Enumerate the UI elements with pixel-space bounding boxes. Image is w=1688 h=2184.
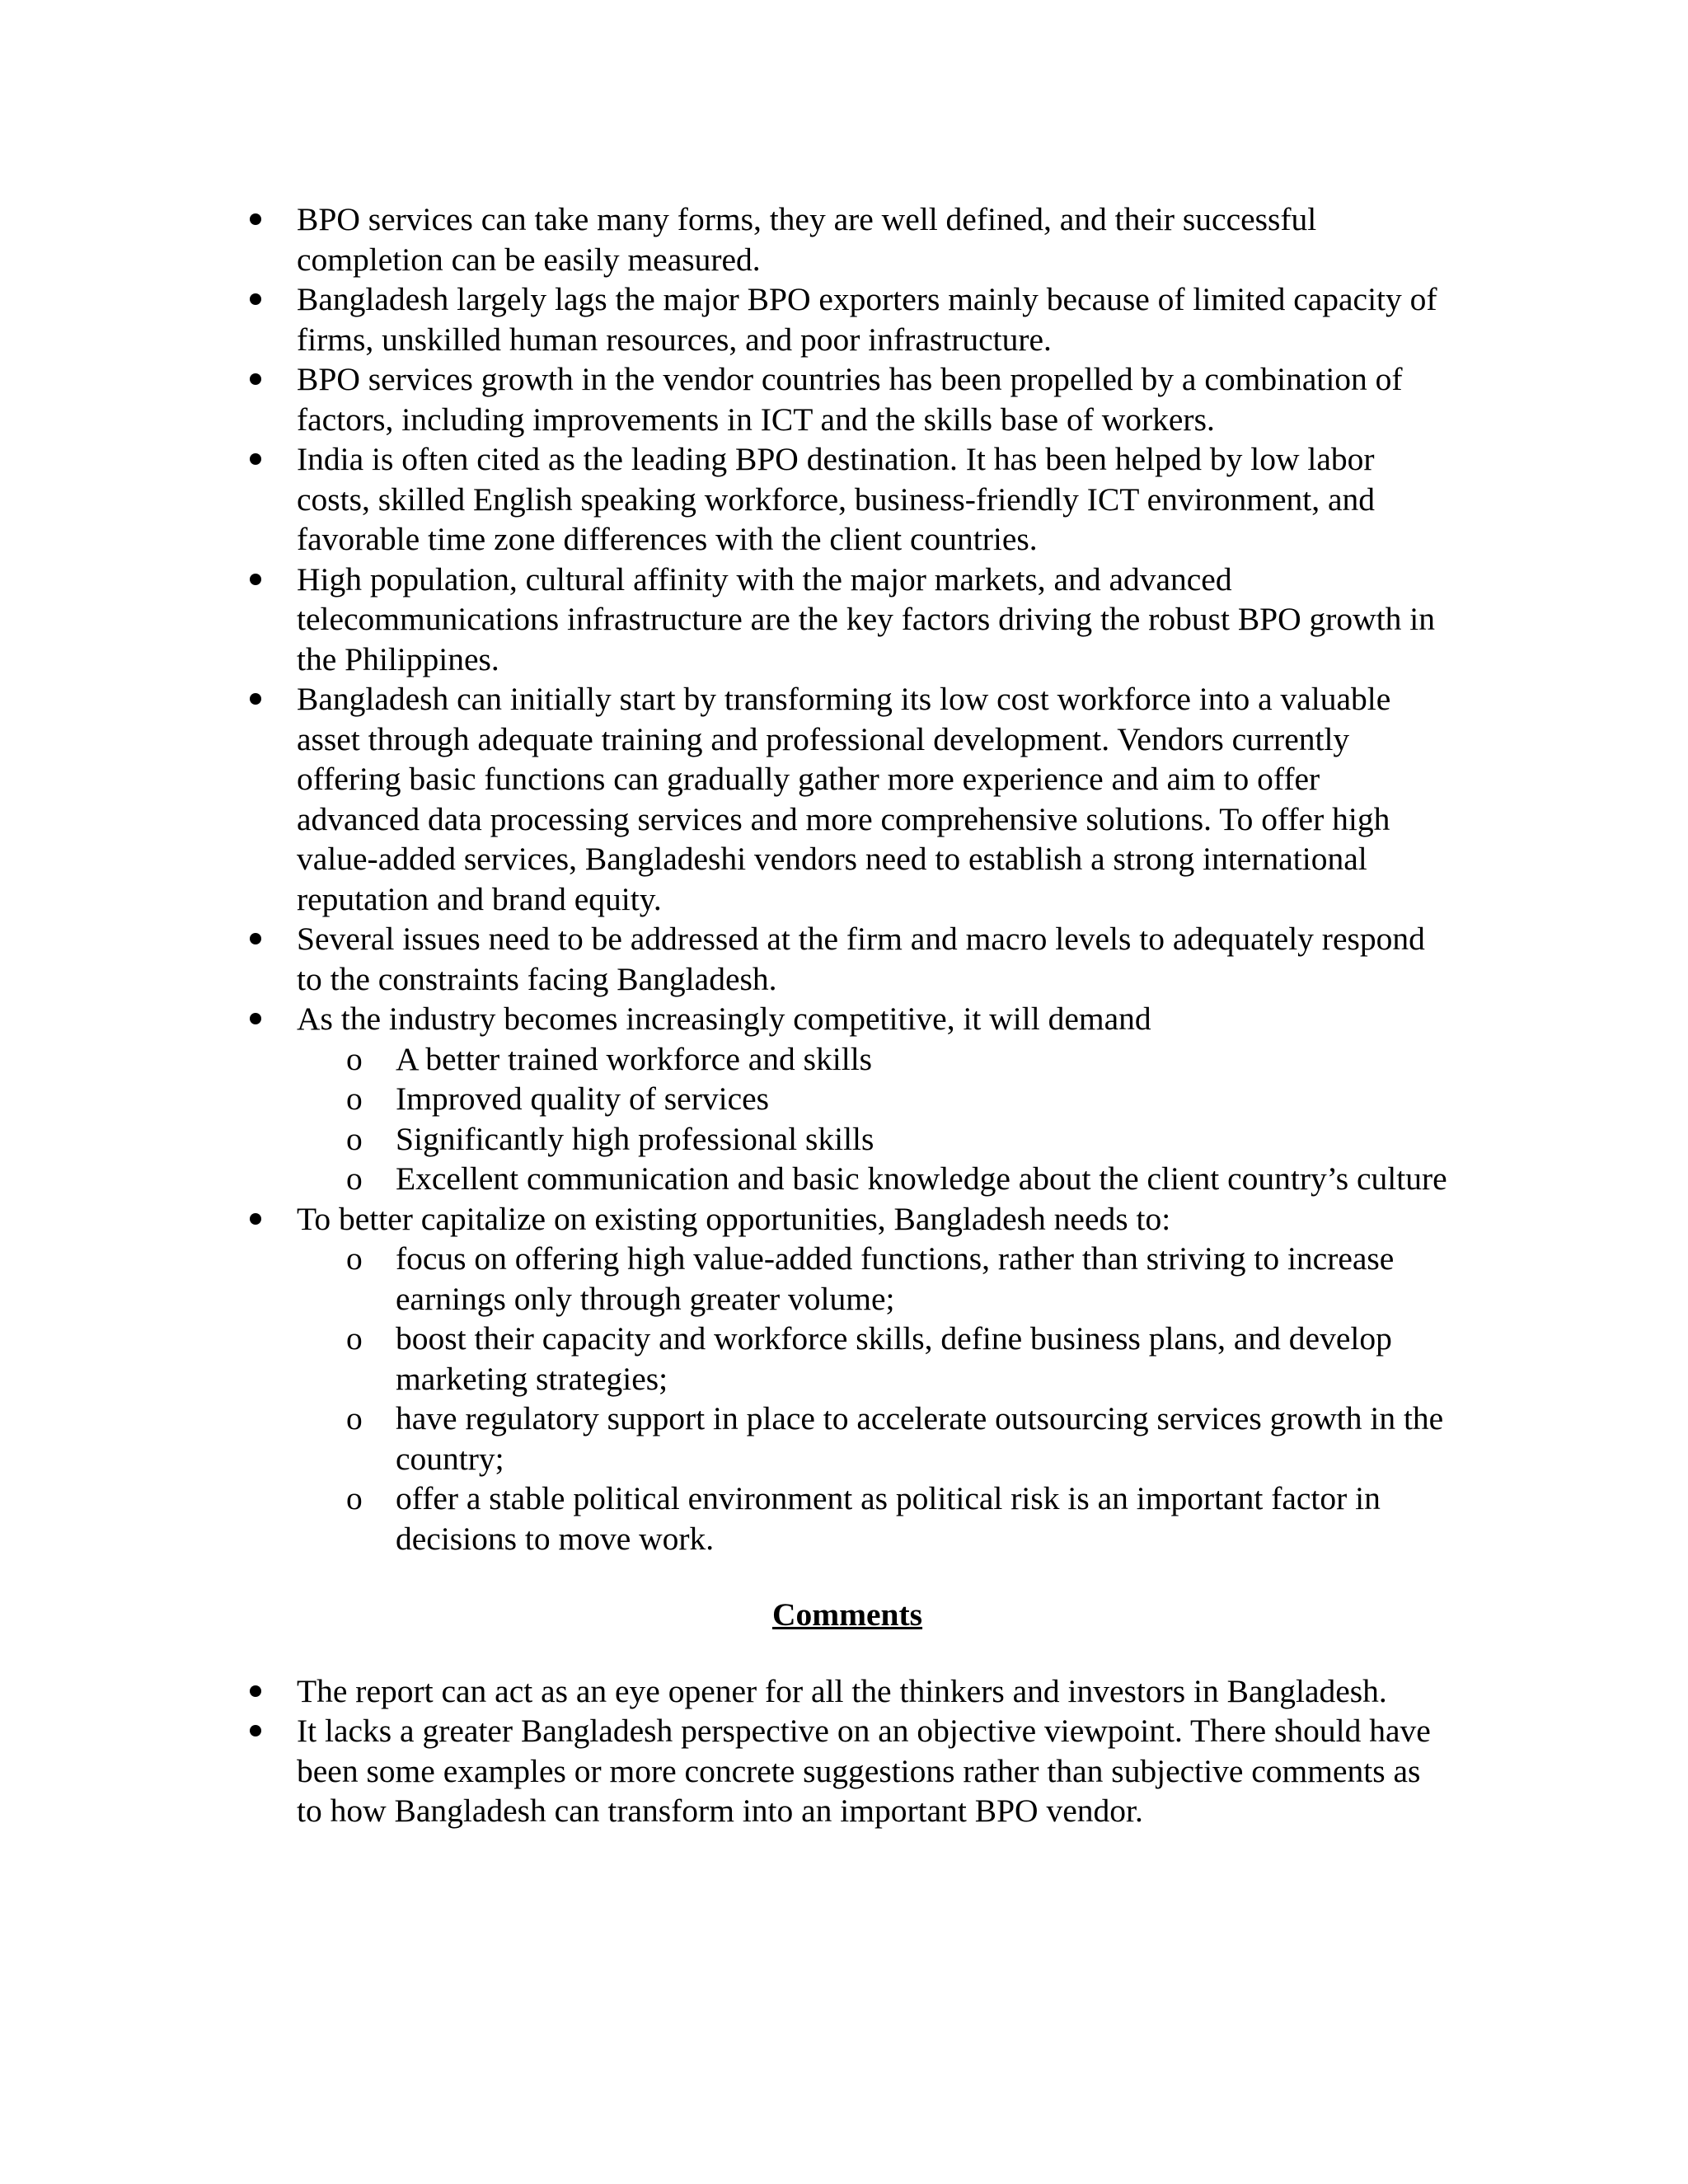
list-item-text: As the industry becomes increasingly competitive, it will demand bbox=[297, 1001, 1151, 1037]
sub-list-item-text: offer a stable political environment as political risk is an important factor in decisions to move work. bbox=[396, 1480, 1381, 1557]
hollow-bullet-icon: o bbox=[346, 1240, 363, 1277]
sub-list-item-text: Significantly high professional skills bbox=[396, 1120, 874, 1157]
sub-list-item bbox=[297, 1159, 1449, 1199]
sub-list-item-text: have regulatory support in place to accelerate outsourcing services growth in the country; bbox=[396, 1400, 1444, 1477]
hollow-bullet-icon: o bbox=[346, 1160, 363, 1197]
list-item-text: Bangladesh can initially start by transforming its low cost workforce into a valuable asset through adequate training and professional development. Vendors currently offering basic functions can gradually gather more experience and aim to offer advanced data processing services and more comprehensive solutions. To offer high value-added services, Bangladeshi vendors need to establish a strong international reputation and brand equity. bbox=[297, 681, 1391, 917]
sub-list-item-text: focus on offering high value-added functions, rather than striving to increase earnings only through greater volume; bbox=[396, 1240, 1395, 1317]
sub-list-item bbox=[297, 1239, 1449, 1319]
sub-list-item bbox=[297, 1079, 1449, 1119]
list-item-text: High population, cultural affinity with the major markets, and advanced telecommunications infrastructure are the key factors driving the robust BPO growth in the Philippines. bbox=[297, 560, 1436, 677]
list-item bbox=[246, 279, 1449, 359]
list-item bbox=[246, 359, 1449, 439]
list-item bbox=[246, 560, 1449, 680]
hollow-bullet-icon: o bbox=[346, 1480, 363, 1516]
list-item-text: BPO services growth in the vendor countries has been propelled by a combination of factors, including improvements in ICT and the skills base of workers. bbox=[297, 361, 1403, 438]
list-item-text: Several issues need to be addressed at the firm and macro levels to adequately respond to the constraints facing Bangladesh. bbox=[297, 921, 1425, 997]
sub-list-item bbox=[297, 1479, 1449, 1558]
sub-list-item bbox=[297, 1119, 1449, 1160]
sub-list-item-text: Improved quality of services bbox=[396, 1080, 770, 1117]
sub-list-item-text: A better trained workforce and skills bbox=[396, 1040, 873, 1077]
list-item bbox=[246, 439, 1449, 560]
list-item bbox=[246, 919, 1449, 999]
capitalize-sublist bbox=[297, 1239, 1449, 1558]
hollow-bullet-icon: o bbox=[346, 1080, 363, 1117]
demand-sublist bbox=[297, 1039, 1449, 1199]
sub-list-item-text: Excellent communication and basic knowledge about the client country’s culture bbox=[396, 1160, 1447, 1197]
list-item bbox=[246, 679, 1449, 919]
list-item-text: India is often cited as the leading BPO destination. It has been helped by low labor costs, skilled English speaking workforce, business-friendly ICT environment, and favorable time zone differences with the client countries. bbox=[297, 441, 1376, 557]
list-item-demand bbox=[246, 999, 1449, 1199]
comments-heading: Comments bbox=[771, 1596, 923, 1633]
list-item-text: Bangladesh largely lags the major BPO exporters mainly because of limited capacity of firms, unskilled human resources, and poor infrastructure. bbox=[297, 281, 1437, 358]
document-body bbox=[246, 199, 1449, 1831]
hollow-bullet-icon: o bbox=[346, 1040, 363, 1077]
list-item bbox=[246, 1711, 1449, 1831]
hollow-bullet-icon: o bbox=[346, 1400, 363, 1436]
sub-list-item bbox=[297, 1319, 1449, 1399]
comments-bullet-list bbox=[246, 1671, 1449, 1831]
list-item-text: BPO services can take many forms, they are well defined, and their successful completion can be easily measured. bbox=[297, 201, 1317, 278]
hollow-bullet-icon: o bbox=[346, 1120, 363, 1157]
sub-list-item bbox=[297, 1399, 1449, 1479]
sub-list-item bbox=[297, 1039, 1449, 1080]
list-item-text: The report can act as an eye opener for all the thinkers and investors in Bangladesh. bbox=[297, 1672, 1387, 1709]
list-item-text: To better capitalize on existing opportunities, Bangladesh needs to: bbox=[297, 1200, 1171, 1237]
list-item bbox=[246, 199, 1449, 279]
list-item-text: It lacks a greater Bangladesh perspective on an objective viewpoint. There should have been some examples or more concrete suggestions rather than subjective comments as to how Bangladesh can transform into an important BPO vendor. bbox=[297, 1713, 1431, 1829]
sub-list-item-text: boost their capacity and workforce skills, define business plans, and develop marketing strategies; bbox=[396, 1320, 1392, 1397]
list-item bbox=[246, 1671, 1449, 1712]
hollow-bullet-icon: o bbox=[346, 1320, 363, 1357]
list-item-capitalize bbox=[246, 1199, 1449, 1559]
summary-bullet-list bbox=[246, 199, 1449, 1558]
